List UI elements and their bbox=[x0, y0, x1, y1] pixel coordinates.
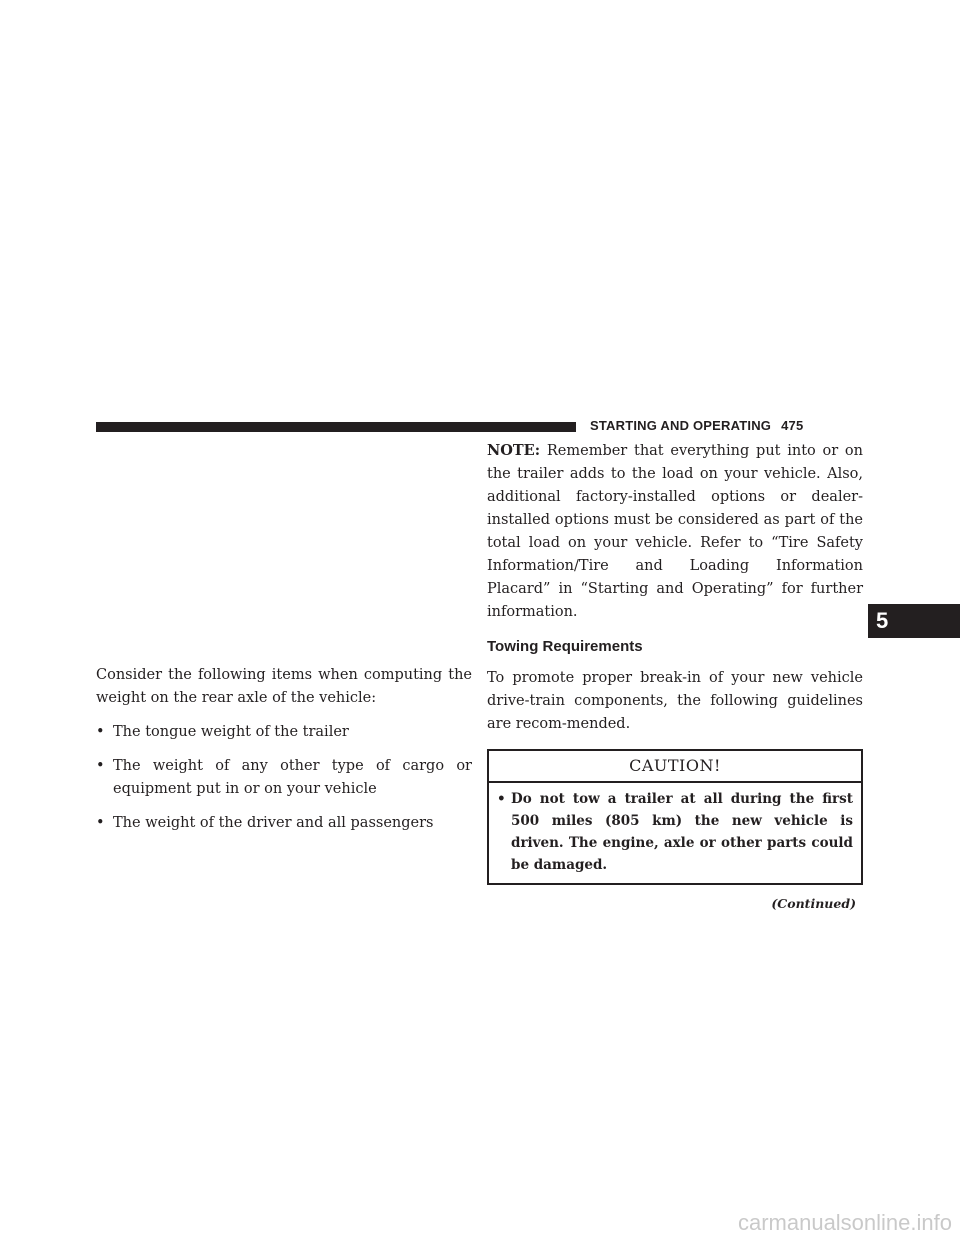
caution-item-text: Do not tow a trailer at all during the first 500 miles (805 km) the new vehicle is driven. The engine, axle or other parts could be damaged. bbox=[511, 791, 853, 873]
chapter-tab: 5 bbox=[868, 604, 960, 638]
page-number: 475 bbox=[781, 418, 804, 433]
bullet-icon: • bbox=[497, 791, 506, 807]
header-rule bbox=[96, 422, 576, 432]
note-text: Remember that everything put into or on the trailer adds to the load on your vehicle. Also, additional factory-installed options or dealer-installed options must be considered as part of the total load on your vehicle. Refer to “Tire Safety Information/Tire and Loading Information Placard” in “Starting and Operating” for further information. bbox=[487, 443, 864, 620]
note-label: NOTE: bbox=[487, 442, 541, 459]
caution-item bbox=[497, 788, 853, 876]
body-paragraph: To promote proper break-in of your new vehicle drive-train components, the following guidelines are recom-mended. bbox=[487, 670, 863, 732]
list-item-text: The tongue weight of the trailer bbox=[113, 724, 349, 740]
running-header bbox=[590, 418, 864, 433]
section-heading: Towing Requirements bbox=[487, 638, 643, 655]
list-item bbox=[96, 755, 472, 801]
section-title: STARTING AND OPERATING bbox=[590, 418, 772, 433]
intro-paragraph: Consider the following items when computing the weight on the rear axle of the vehicle: bbox=[96, 667, 472, 706]
bullet-icon: • bbox=[96, 815, 105, 831]
list-item-text: The weight of the driver and all passengers bbox=[113, 815, 434, 831]
caution-box bbox=[487, 749, 863, 885]
list-item bbox=[96, 721, 472, 744]
left-column bbox=[96, 664, 472, 835]
caution-body bbox=[489, 783, 861, 883]
continued-label: (Continued) bbox=[771, 896, 856, 911]
list-item-text: The weight of any other type of cargo or equipment put in or on your vehicle bbox=[113, 758, 472, 797]
note-paragraph bbox=[487, 439, 863, 624]
caution-title: CAUTION! bbox=[489, 751, 861, 783]
bullet-icon: • bbox=[96, 758, 105, 774]
watermark: carmanualsonline.info bbox=[737, 1210, 952, 1235]
bullet-icon: • bbox=[96, 724, 105, 740]
list-item bbox=[96, 812, 472, 835]
right-column bbox=[487, 439, 863, 915]
